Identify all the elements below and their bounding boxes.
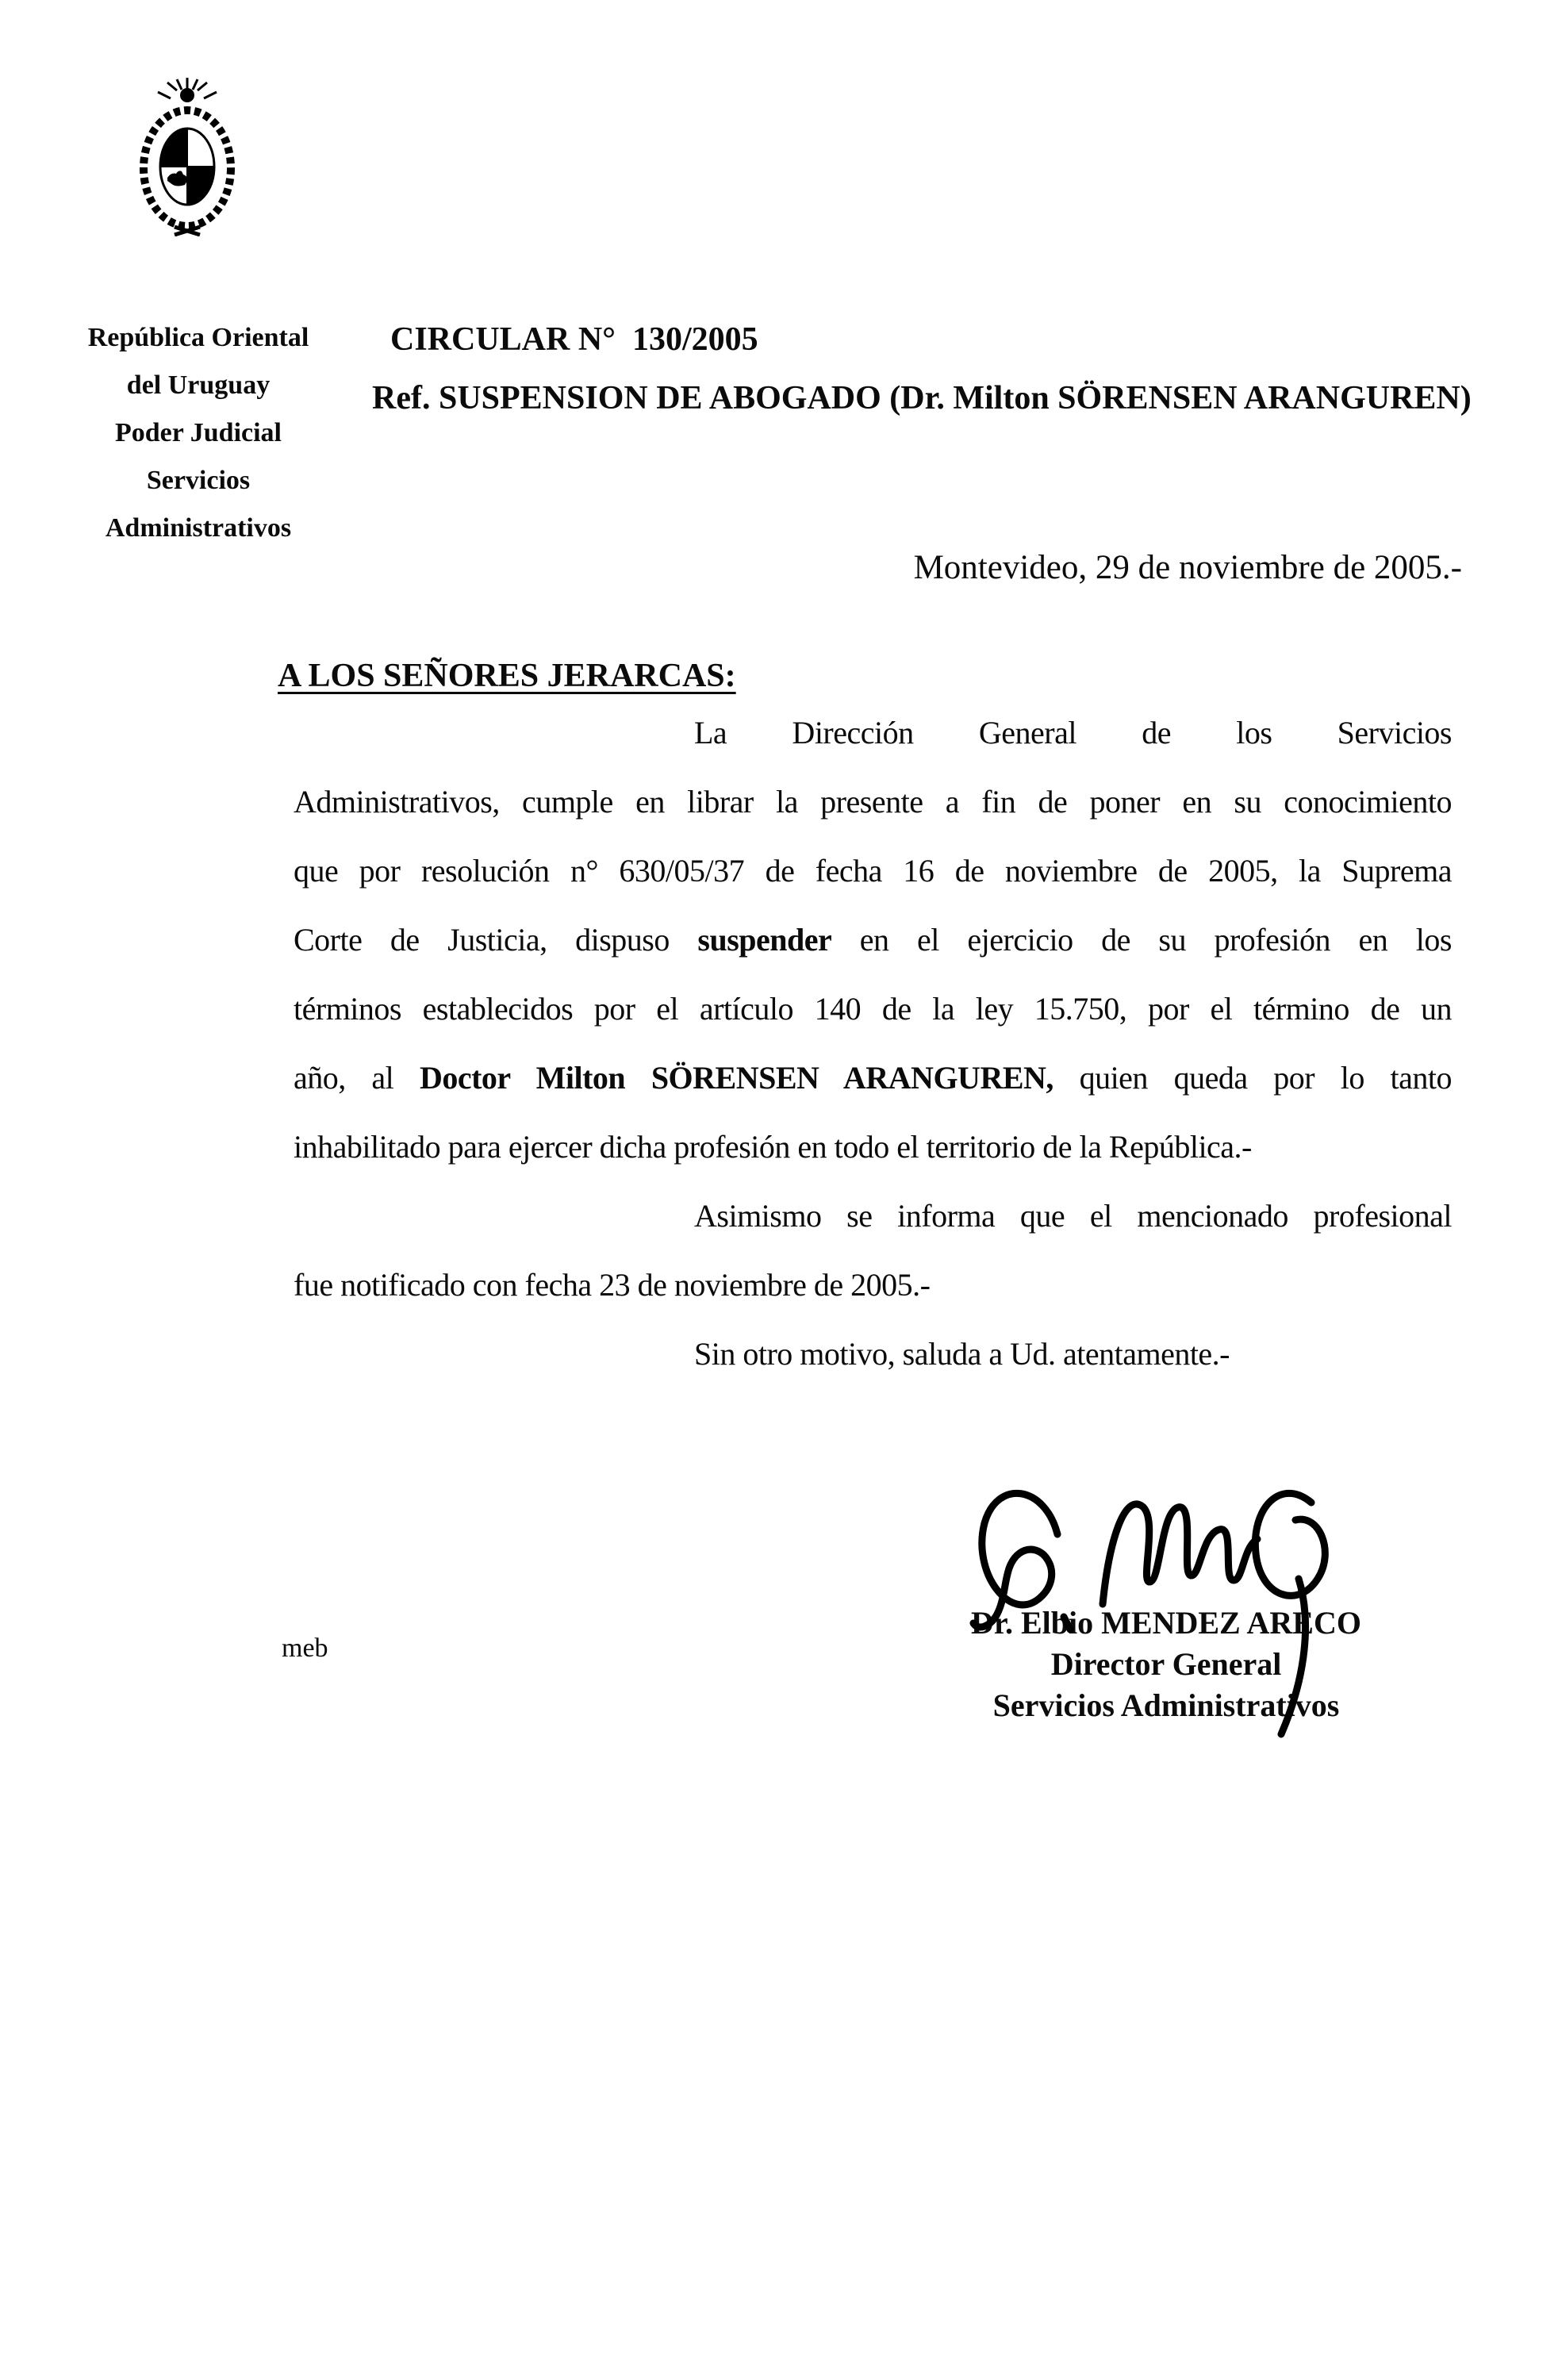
circular-number: CIRCULAR N° 130/2005 xyxy=(390,321,758,358)
org-line: Poder Judicial xyxy=(115,418,282,447)
body-line: La Dirección General de los Servicios xyxy=(694,715,1452,750)
org-line: República Oriental xyxy=(87,323,309,352)
body-line: fue notificado con fecha 23 de noviembre de 2005.- xyxy=(294,1267,931,1303)
org-line: del Uruguay xyxy=(126,370,271,400)
org-line: Servicios xyxy=(146,466,251,495)
body-line: inhabilitado para ejercer dicha profesión en todo el territorio de la República.- xyxy=(294,1129,1252,1165)
signatory-title: Director General xyxy=(1050,1646,1282,1682)
reference-line: Ref. SUSPENSION DE ABOGADO (Dr. Milton SÖRENSEN ARANGUREN) xyxy=(372,380,1472,416)
body-line: Administrativos, cumple en librar la presente a fin de poner en su conocimiento xyxy=(294,784,1452,820)
bold-suspender: suspender xyxy=(697,922,832,958)
dateline: Montevideo, 29 de noviembre de 2005.- xyxy=(913,549,1462,586)
body-text: en el ejercicio de su profesión en los xyxy=(831,922,1452,958)
body-line: que por resolución n° 630/05/37 de fecha 16 de noviembre de 2005, la Suprema xyxy=(294,853,1452,889)
body-line: términos establecidos por el artículo 140 de la ley 15.750, por el término de un xyxy=(294,991,1452,1027)
bold-doctor-name: Doctor Milton SÖRENSEN ARANGUREN, xyxy=(419,1060,1053,1096)
signatory-office: Servicios Administrativos xyxy=(992,1687,1340,1723)
body-text: año, al xyxy=(294,1060,420,1096)
signatory-name: Dr. Elbio MENDEZ ARECO xyxy=(971,1605,1361,1641)
body-line: Sin otro motivo, saluda a Ud. atentamente.- xyxy=(694,1336,1230,1372)
letter-body xyxy=(294,698,1452,1388)
org-name-block xyxy=(32,314,365,552)
org-line: Administrativos xyxy=(105,513,292,543)
body-text: quien queda por lo tanto xyxy=(1053,1060,1452,1096)
salutation: A LOS SEÑORES JERARCAS: xyxy=(278,658,736,694)
uruguay-coat-of-arms-icon xyxy=(129,78,245,236)
body-line xyxy=(294,905,1452,974)
signature-block xyxy=(944,1603,1388,1726)
body-line xyxy=(294,1043,1452,1112)
body-text: Corte de Justicia, dispuso xyxy=(294,922,698,958)
body-line: Asimismo se informa que el mencionado profesional xyxy=(694,1198,1452,1234)
typist-initials: meb xyxy=(282,1633,328,1663)
